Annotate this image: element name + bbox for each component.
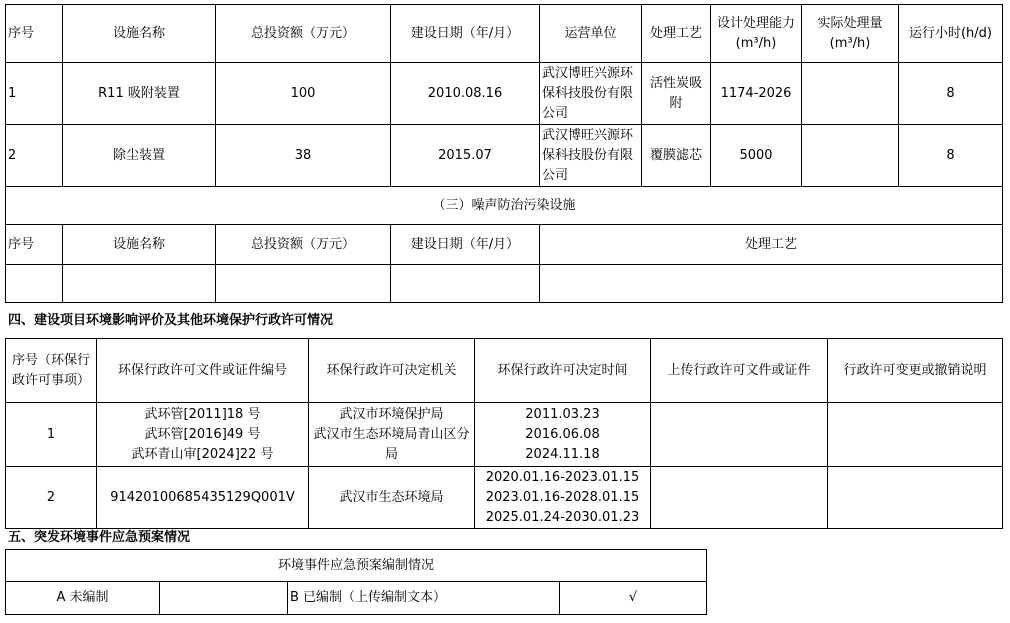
header-cell: 设施名称 [63, 5, 216, 63]
facility-table [5, 4, 1003, 303]
section4-title: 四、建设项目环境影响评价及其他环境保护行政许可情况 [8, 313, 334, 328]
permit-time: 2011.03.23 [525, 406, 600, 422]
change-note-cell [828, 467, 1003, 529]
empty-cell [391, 265, 540, 303]
process: 覆膜滤芯 [642, 125, 711, 187]
authority-name: 武汉市生态环境局青山区分局 [313, 426, 470, 462]
upload-cell [651, 403, 828, 467]
empty-cell [6, 265, 63, 303]
header-cell: 处理工艺 [642, 5, 711, 63]
row-number: 1 [6, 63, 63, 125]
build-date: 2015.07 [391, 125, 540, 187]
run-hours: 8 [899, 63, 1003, 125]
permit-times [475, 467, 651, 529]
empty-cell [540, 265, 1003, 303]
header-cell: 设施名称 [63, 225, 216, 265]
noise-section-title: （三）噪声防治污染设施 [6, 187, 1003, 225]
authority-name: 武汉市环境保护局 [339, 406, 444, 422]
header-cell: 建设日期（年/月） [391, 225, 540, 265]
table-row [6, 582, 707, 615]
header-cell: 设计处理能力(m³/h) [711, 5, 802, 63]
table-row [6, 63, 1003, 125]
process: 活性炭吸附 [642, 63, 711, 125]
permit-time: 2020.01.16-2023.01.15 [485, 469, 640, 485]
investment: 100 [216, 63, 391, 125]
upload-cell [651, 467, 828, 529]
header-cell: 序号 [6, 5, 63, 63]
checkmark: √ [560, 582, 707, 615]
header-cell: 总投资额（万元） [216, 225, 391, 265]
design-capacity: 5000 [711, 125, 802, 187]
facility-name: R11 吸附装置 [63, 63, 216, 125]
permit-number: 91420100685435129Q001V [97, 467, 309, 529]
section5-title: 五、突发环境事件应急预案情况 [8, 530, 191, 545]
header-cell: 建设日期（年/月） [391, 5, 540, 63]
header-cell: 序号（环保行政许可事项） [6, 339, 97, 403]
option-compiled: B 已编制（上传编制文本） [288, 582, 560, 615]
header-cell: 行政许可变更或撤销说明 [828, 339, 1003, 403]
header-cell: 环保行政许可决定时间 [475, 339, 651, 403]
header-cell: 处理工艺 [540, 225, 1003, 265]
empty-cell [63, 265, 216, 303]
emergency-plan-table [5, 549, 707, 615]
header-cell: 实际处理量(m³/h) [802, 5, 899, 63]
header-cell: 环保行政许可决定机关 [309, 339, 475, 403]
actual-amount [802, 63, 899, 125]
facility-header-row [6, 5, 1003, 63]
permit-number: 武环青山审[2024]22 号 [131, 446, 274, 462]
permit-time: 2024.11.18 [525, 446, 600, 462]
permit-header-row [6, 339, 1003, 403]
row-number: 2 [6, 467, 97, 529]
option-not-compiled: A 未编制 [6, 582, 160, 615]
empty-cell [216, 265, 391, 303]
permit-number: 武环管[2011]18 号 [144, 406, 261, 422]
permit-time: 2016.06.08 [525, 426, 600, 442]
permit-numbers [97, 403, 309, 467]
investment: 38 [216, 125, 391, 187]
actual-amount [802, 125, 899, 187]
noise-header-row [6, 225, 1003, 265]
build-date: 2010.08.16 [391, 63, 540, 125]
emergency-header-row [6, 550, 707, 582]
operator: 武汉博旺兴源环保科技股份有限公司 [540, 63, 642, 125]
emergency-plan-header: 环境事件应急预案编制情况 [6, 550, 707, 582]
header-cell: 总投资额（万元） [216, 5, 391, 63]
permit-table [5, 338, 1003, 529]
change-note-cell [828, 403, 1003, 467]
permit-time: 2025.01.24-2030.01.23 [485, 509, 640, 525]
permit-number: 武环管[2016]49 号 [144, 426, 261, 442]
permit-authority [309, 403, 475, 467]
table-row [6, 125, 1003, 187]
design-capacity: 1174-2026 [711, 63, 802, 125]
table-row [6, 265, 1003, 303]
permit-times [475, 403, 651, 467]
operator: 武汉博旺兴源环保科技股份有限公司 [540, 125, 642, 187]
run-hours: 8 [899, 125, 1003, 187]
table-row [6, 467, 1003, 529]
authority-name: 武汉市生态环境局 [309, 467, 475, 529]
row-number: 2 [6, 125, 63, 187]
facility-name: 除尘装置 [63, 125, 216, 187]
header-cell: 序号 [6, 225, 63, 265]
header-cell: 运行小时(h/d) [899, 5, 1003, 63]
noise-section-row [6, 187, 1003, 225]
row-number: 1 [6, 403, 97, 467]
permit-time: 2023.01.16-2028.01.15 [485, 489, 640, 505]
option-a-mark [160, 582, 288, 615]
table-row [6, 403, 1003, 467]
header-cell: 运营单位 [540, 5, 642, 63]
header-cell: 环保行政许可文件或证件编号 [97, 339, 309, 403]
header-cell: 上传行政许可文件或证件 [651, 339, 828, 403]
